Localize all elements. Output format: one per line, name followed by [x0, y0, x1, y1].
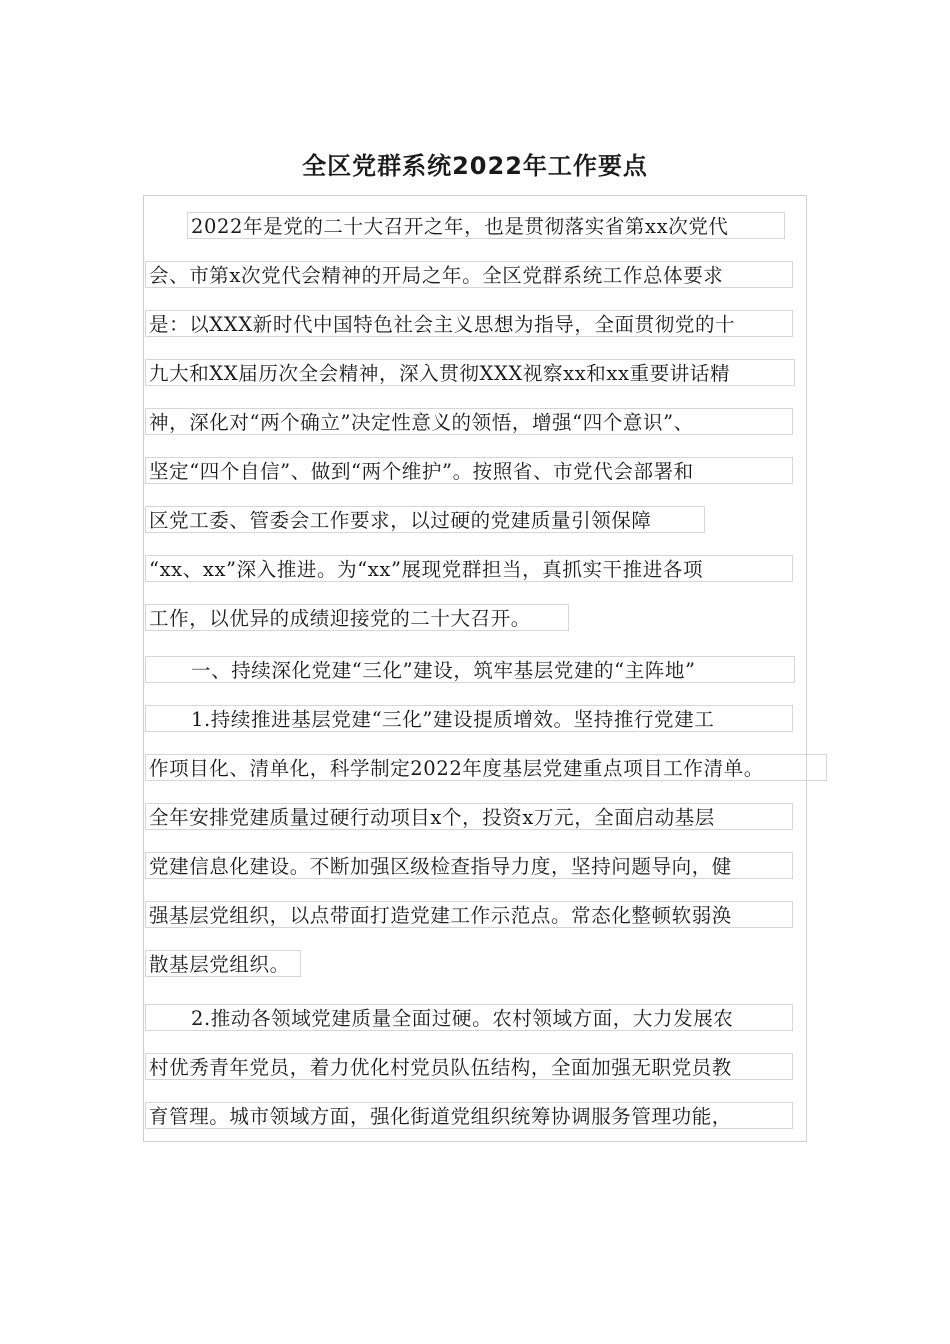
text-line: 育管理。城市领域方面，强化街道党组织统筹协调服务管理功能， — [145, 1102, 793, 1129]
text-line: 神，深化对“两个确立”决定性意义的领悟，增强“四个意识”、 — [145, 408, 793, 435]
text-line: 强基层党组织，以点带面打造党建工作示范点。常态化整顿软弱涣 — [145, 901, 793, 928]
text-line: 作项目化、清单化，科学制定2022年度基层党建重点项目工作清单。 — [145, 754, 827, 781]
text-line: 工作，以优异的成绩迎接党的二十大召开。 — [145, 604, 569, 631]
text-line: 2.推动各领域党建质量全面过硬。农村领域方面，大力发展农 — [145, 1004, 793, 1031]
text-line: 1.持续推进基层党建“三化”建设提质增效。坚持推行党建工 — [145, 705, 793, 732]
text-line: 党建信息化建设。不断加强区级检查指导力度，坚持问题导向，健 — [145, 852, 793, 879]
text-line: 区党工委、管委会工作要求，以过硬的党建质量引领保障 — [145, 506, 705, 533]
text-line: “xx、xx”深入推进。为“xx”展现党群担当，真抓实干推进各项 — [145, 555, 793, 582]
text-line: 会、市第x次党代会精神的开局之年。全区党群系统工作总体要求 — [145, 261, 793, 288]
text-line: 全年安排党建质量过硬行动项目x个，投资x万元，全面启动基层 — [145, 803, 793, 830]
text-line: 九大和XX届历次全会精神，深入贯彻XXX视察xx和xx重要讲话精 — [145, 359, 795, 386]
text-line: 村优秀青年党员，着力优化村党员队伍结构，全面加强无职党员教 — [145, 1053, 793, 1080]
text-line: 坚定“四个自信”、做到“两个维护”。按照省、市党代会部署和 — [145, 457, 793, 484]
text-line: 2022年是党的二十大召开之年，也是贯彻落实省第xx次党代 — [187, 212, 785, 239]
document-title: 全区党群系统2022年工作要点 — [302, 152, 648, 180]
text-line: 散基层党组织。 — [145, 950, 301, 977]
text-line: 是：以XXX新时代中国特色社会主义思想为指导，全面贯彻党的十 — [145, 310, 793, 337]
section-heading: 一、持续深化党建“三化”建设，筑牢基层党建的“主阵地” — [145, 656, 795, 683]
